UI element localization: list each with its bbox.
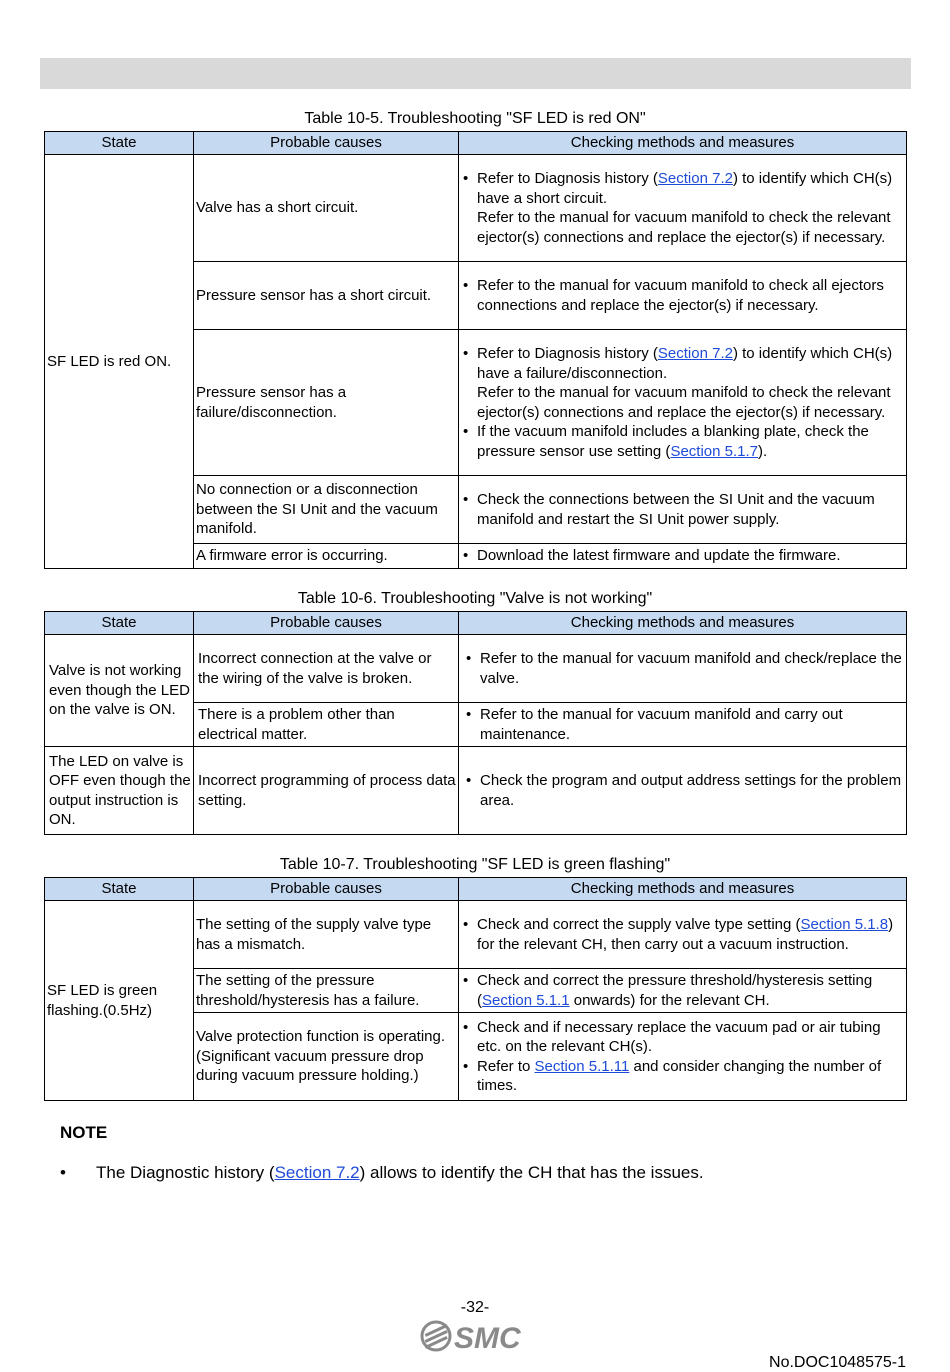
- cause-cell: Valve protection function is operating. (Significant vacuum pressure drop during vacuum pressure holding.): [194, 1013, 459, 1101]
- cause-cell: No connection or a disconnection between the SI Unit and the vacuum manifold.: [194, 476, 459, 544]
- measure-cell: [459, 155, 907, 262]
- header-causes: Probable causes: [194, 878, 459, 901]
- page-number: -32-: [460, 1299, 490, 1316]
- section-link[interactable]: Section 5.1.1: [482, 991, 570, 1009]
- section-link[interactable]: Section 7.2: [657, 170, 733, 187]
- measure-cell: [459, 330, 907, 476]
- header-measures: Checking methods and measures: [459, 878, 907, 901]
- cause-cell: Valve has a short circuit.: [194, 155, 459, 262]
- header-measures: Checking methods and measures: [459, 132, 907, 155]
- header-causes: Probable causes: [194, 612, 459, 635]
- section-link[interactable]: Section 5.1.7: [670, 442, 758, 460]
- cause-cell: The setting of the pressure threshold/hysteresis has a failure.: [194, 969, 459, 1013]
- list-item: • Check the program and output address settings for the problem area.: [478, 771, 904, 810]
- state-cell: SF LED is red ON.: [45, 155, 194, 569]
- measure-cell: [459, 703, 907, 747]
- list-item: • Refer to Diagnosis history (Section 7.2) to identify which CH(s) have a short circuit. Refer to the manual for vacuum manifold to check the relevant ejector(s) connections and replace the ejector(s) if necessary.: [475, 169, 904, 247]
- section-link[interactable]: Section 5.1.11: [534, 1057, 630, 1075]
- measure-cell: [459, 476, 907, 544]
- state-cell: SF LED is green flashing.(0.5Hz): [45, 901, 194, 1101]
- troubleshooting-table-valve: [44, 611, 907, 835]
- section-link[interactable]: Section 7.2: [657, 345, 733, 362]
- brand-text: SMC: [454, 1322, 521, 1353]
- header-state: State: [45, 132, 194, 155]
- measure-cell: [459, 544, 907, 569]
- cause-cell: Incorrect connection at the valve or the wiring of the valve is broken.: [194, 635, 459, 703]
- table-caption: Table 10-7. Troubleshooting "SF LED is green flashing": [279, 856, 671, 873]
- header-state: State: [45, 612, 194, 635]
- list-item: • Check and correct the pressure threshold/hysteresis setting (Section 5.1.1 onwards) for the relevant CH.: [475, 971, 904, 1010]
- document-number: No.DOC1048575-1: [769, 1354, 906, 1371]
- list-item: • If the vacuum manifold includes a blanking plate, check the pressure sensor use setting (Section 5.1.7).: [475, 422, 904, 461]
- section-link[interactable]: Section 7.2: [274, 1163, 360, 1182]
- table-caption: Table 10-5. Troubleshooting "SF LED is red ON": [304, 110, 646, 127]
- note-item: • The Diagnostic history (Section 7.2) allows to identify the CH that has the issues.: [60, 1163, 704, 1182]
- header-causes: Probable causes: [194, 132, 459, 155]
- cause-cell: Pressure sensor has a failure/disconnection.: [194, 330, 459, 476]
- smc-logo: [420, 1319, 530, 1353]
- list-item: • Refer to the manual for vacuum manifold and check/replace the valve.: [478, 649, 904, 688]
- list-item: • Download the latest firmware and update the firmware.: [475, 546, 904, 566]
- list-item: • Refer to Diagnosis history (Section 7.2) to identify which CH(s) have a failure/disconnection. Refer to the manual for vacuum manifold to check the relevant ejector(s) connections and replace the ejector(s) if necessary.: [475, 344, 904, 422]
- cause-cell: The setting of the supply valve type has a mismatch.: [194, 901, 459, 969]
- list-item: • Refer to the manual for vacuum manifold to check all ejectors connections and replace the ejector(s) if necessary.: [475, 276, 904, 315]
- state-cell: The LED on valve is OFF even though the output instruction is ON.: [45, 747, 194, 835]
- cause-cell: A firmware error is occurring.: [194, 544, 459, 569]
- measure-cell: [459, 635, 907, 703]
- troubleshooting-table-sf-red: [44, 131, 907, 569]
- measure-cell: [459, 901, 907, 969]
- measure-cell: [459, 262, 907, 330]
- troubleshooting-table-sf-green: [44, 877, 907, 1101]
- cause-cell: Incorrect programming of process data setting.: [194, 747, 459, 835]
- bullet-icon: •: [60, 1163, 66, 1182]
- list-item: • Refer to Section 5.1.11 and consider changing the number of times.: [475, 1057, 904, 1096]
- note-title: NOTE: [60, 1123, 108, 1142]
- table-caption: Table 10-6. Troubleshooting "Valve is not working": [297, 590, 653, 607]
- header-state: State: [45, 878, 194, 901]
- section-link[interactable]: Section 5.1.8: [800, 916, 889, 933]
- list-item: • Refer to the manual for vacuum manifold and carry out maintenance.: [478, 705, 904, 744]
- state-cell: Valve is not working even though the LED on the valve is ON.: [45, 635, 194, 747]
- list-item: • Check and correct the supply valve type setting (Section 5.1.8) for the relevant CH, then carry out a vacuum instruction.: [475, 915, 904, 954]
- cause-cell: Pressure sensor has a short circuit.: [194, 262, 459, 330]
- measure-cell: [459, 747, 907, 835]
- header-measures: Checking methods and measures: [459, 612, 907, 635]
- list-item: • Check and if necessary replace the vacuum pad or air tubing etc. on the relevant CH(s).: [475, 1018, 904, 1057]
- cause-cell: There is a problem other than electrical matter.: [194, 703, 459, 747]
- page-header-bar: [40, 58, 911, 89]
- list-item: • Check the connections between the SI Unit and the vacuum manifold and restart the SI Unit power supply.: [475, 490, 904, 529]
- measure-cell: [459, 1013, 907, 1101]
- measure-cell: [459, 969, 907, 1013]
